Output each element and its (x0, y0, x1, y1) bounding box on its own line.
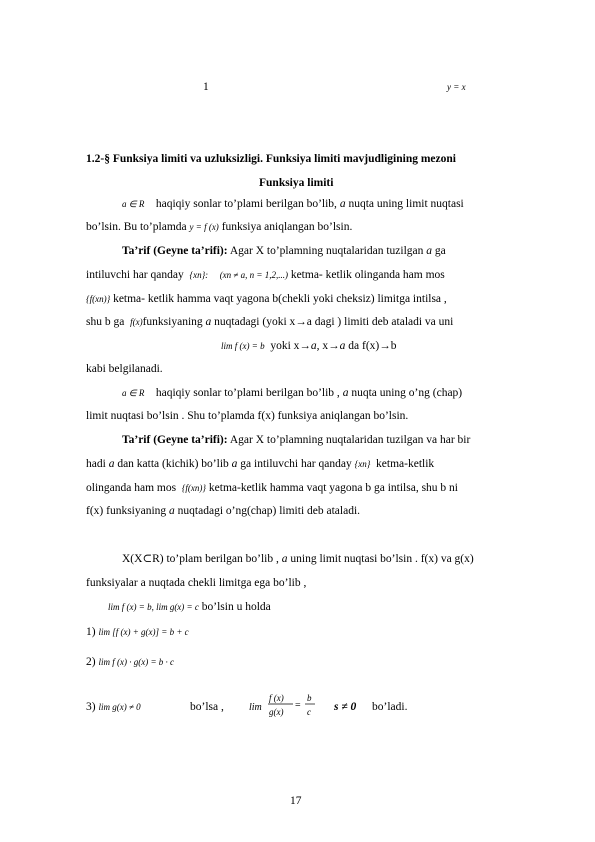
def2-text1: Agar X to’plamning nuqtalaridan tuzilgan va har bir (229, 434, 471, 446)
top-number: 1 (203, 81, 209, 93)
var-a: a (231, 458, 238, 470)
def1-text5a: yoki x→ (270, 340, 311, 352)
p2-text1: haqiqiy sonlar to’plami berilgan bo’lib , (155, 387, 340, 399)
def1-line1 (122, 244, 446, 258)
quotient-numerator: f (x) (269, 693, 284, 703)
quotient-result-denominator: c (307, 707, 311, 717)
property-2 (86, 655, 174, 669)
def1-text2a: intiluvchi har qanday (86, 269, 184, 281)
p1-text2a: bo’lsin. Bu to’plamda (86, 221, 187, 233)
p2-line2: limit nuqtasi bo’lsin . Shu to’plamda f(x) funksiya aniqlangan bo’lsin. (86, 410, 409, 422)
p3-line1 (122, 552, 474, 566)
top-formula (447, 82, 466, 92)
def1-line5 (221, 339, 397, 353)
property-3 (86, 700, 141, 714)
formula-a-in-r: a ∈ R (122, 199, 145, 209)
var-a: a (339, 198, 346, 210)
def1-line6: kabi belgilanadi. (86, 363, 163, 375)
property-3-end-text: bo’ladi. (372, 701, 408, 713)
def1-text4c: nuqtadagi (yoki x→a dagi ) limiti deb ataladi va uni (214, 316, 454, 328)
page-number: 17 (290, 795, 302, 807)
top-formula-text: y = x (447, 82, 466, 92)
var-a: a, (310, 340, 320, 352)
formula-xn-condition: (xn ≠ a, n = 1,2,...) (219, 270, 288, 280)
formula-limit-product: lim f (x) · g(x) = b · c (98, 657, 175, 667)
formula-xn-set: {xn} (354, 459, 371, 469)
def2-line4 (86, 504, 360, 518)
formula-y-fx: y = f (x) (189, 222, 219, 232)
p1-text1: haqiqiy sonlar to’plami berilgan bo’lib, (155, 198, 337, 210)
def1-text4b: funksiyaning (142, 316, 203, 328)
def1-title: Ta’rif (Geyne ta’rifi): (122, 245, 228, 257)
formula-limit-sum: lim [f (x) + g(x)] = b + c (98, 627, 189, 637)
p1-text2b: funksiya aniqlangan bo’lsin. (221, 221, 353, 233)
formula-xn-set: {xn}: (189, 270, 209, 280)
var-a: a (205, 316, 212, 328)
property-2-number: 2) (86, 656, 96, 668)
property-3-text: bo’lsa , (190, 701, 224, 713)
formula-f-xn: {f(xn)} (181, 483, 207, 493)
p3-line3 (108, 600, 271, 614)
def1-text1: Agar X to’plamning nuqtalaridan tuzilgan (229, 245, 424, 257)
formula-a-in-r: a ∈ R (122, 388, 145, 398)
def2-text2a: hadi (86, 458, 106, 470)
def2-text2c: ga intiluvchi har qanday (240, 458, 352, 470)
property-3-number: 3) (86, 701, 96, 713)
def2-line1 (122, 433, 470, 447)
def2-text2d: ketma-ketlik (376, 458, 435, 470)
def2-text4b: nuqtadagi o’ng(chap) limiti deb ataladi. (177, 505, 361, 517)
p3-text1a: X(X⊂R) to’plam berilgan bo’lib , (122, 553, 279, 565)
def2-text3b: ketma-ketlik hamma vaqt yagona b ga intilsa, shu b ni (208, 482, 458, 494)
var-a: a (342, 387, 349, 399)
p1-line1 (122, 197, 464, 211)
formula-limit-g-nonzero: lim g(x) ≠ 0 (98, 702, 141, 712)
p3-text3b: bo’lsin u holda (201, 601, 271, 613)
formula-s-nonzero: s ≠ 0 (334, 701, 357, 713)
def1-text3: ketma- ketlik hamma vaqt yagona b(chekli yoki cheksiz) limitga intilsa , (113, 293, 447, 305)
def1-line3 (86, 292, 447, 306)
var-a: a (281, 553, 288, 565)
def2-title: Ta’rif (Geyne ta’rifi): (122, 434, 228, 446)
def1-line2 (86, 268, 445, 282)
property-1 (86, 625, 189, 639)
def2-line2 (86, 457, 434, 471)
def2-line3 (86, 481, 458, 495)
section-heading: 1.2-§ Funksiya limiti va uzluksizligi. Funksiya limiti mavjudligining mezoni (86, 153, 456, 165)
var-a: a (339, 340, 346, 352)
var-a: a (426, 245, 433, 257)
svg-text:=: = (295, 700, 301, 711)
p2-text1b: nuqta uning o’ng (chap) (351, 387, 463, 399)
formula-limit-quotient (249, 690, 319, 731)
p1-text1b: nuqta uning limit nuqtasi (348, 198, 464, 210)
p1-line2 (86, 220, 352, 234)
def1-line4 (86, 315, 453, 329)
def2-text3a: olinganda ham mos (86, 482, 177, 494)
def2-text4a: f(x) funksiyaning (86, 505, 167, 517)
p2-line1 (122, 386, 462, 400)
quotient-formula-svg (249, 690, 319, 726)
def1-text1b: ga (434, 245, 446, 257)
var-a: a (108, 458, 115, 470)
property-1-number: 1) (86, 626, 96, 638)
formula-limits-b-c: lim f (x) = b, lim g(x) = c (108, 602, 199, 612)
def1-text5c: da f(x)→b (348, 340, 397, 352)
def1-text5b: x→ (322, 340, 340, 352)
section-subheading: Funksiya limiti (259, 177, 334, 189)
p3-line2: funksiyalar a nuqtada chekli limitga ega bo’lib , (86, 577, 307, 589)
formula-f-xn: {f(xn)} (86, 294, 111, 304)
quotient-denominator: g(x) (269, 707, 284, 717)
formula-fx: f(x) (130, 317, 143, 327)
p3-text1b: uning limit nuqtasi bo’lsin . f(x) va g(x) (290, 553, 474, 565)
quotient-result-numerator: b (307, 693, 312, 703)
def1-text4a: shu b ga (86, 316, 125, 328)
def1-text2b: ketma- ketlik olinganda ham mos (290, 269, 445, 281)
formula-limit-fx-b: lim f (x) = b (221, 341, 265, 351)
var-a: a (169, 505, 175, 517)
svg-text:lim: lim (249, 702, 262, 713)
def2-text2b: dan katta (kichik) bo’lib (117, 458, 229, 470)
